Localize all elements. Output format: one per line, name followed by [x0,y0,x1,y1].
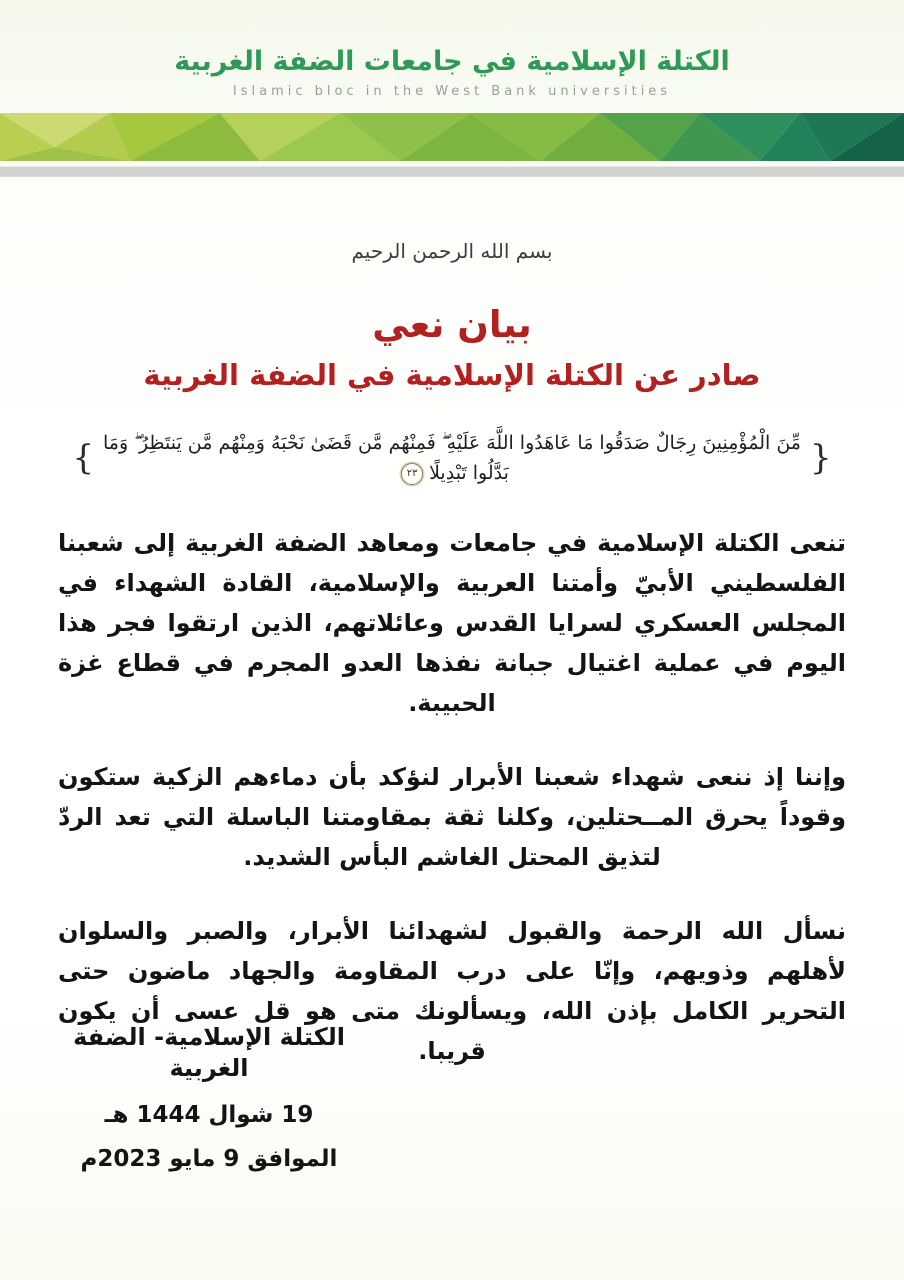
statement-body [0,239,904,1071]
verse-left-brace: { [72,438,94,479]
paragraph-obituary: تنعى الكتلة الإسلامية في جامعات ومعاهد الضفة الغربية إلى شعبنا الفلسطيني الأبيّ وأمتنا العربية والإسلامية، القادة الشهداء في المجلس العسكري لسرايا القدس وعائلاتهم، الذين ارتقوا فجر هذا اليوم في عملية اغتيال جبانة نفذها العدو المجرم في قطاع غزة الحبيبة. [58,528,846,717]
signature-date-gregorian: الموافق 9 مايو 2023م [80,1146,338,1173]
green-polygon-banner [0,113,904,161]
masthead [0,0,904,113]
signature-org: الكتلة الإسلامية- الضفة الغربية [73,1023,345,1083]
paragraph-resolve: وإننا إذ ننعى شهداء شعبنا الأبرار لنؤكد بأن دماءهم الزكية ستكون وقوداً يحرق المــحتلين، وكلنا ثقة بمقاومتنا الباسلة التي تعد الردّ لتذيق المحتل الغاشم البأس الشديد. [58,762,846,871]
ayah-number-badge: ٢٣ [401,463,423,485]
verse-text [102,428,802,489]
paragraph-prayer: نسأل الله الرحمة والقبول لشهدائنا الأبرار، والصبر والسلوان لأهلهم وذويهم، وإنّا على درب المقاومة والجهاد ماضون حتى التحرير الكامل بإذن الله، ويسألونك متى هو قل عسى أن يكون قريبا. [58,916,846,1065]
org-title-arabic: الكتلة الإسلامية في جامعات الضفة الغربية [174,46,730,77]
verse-words: مِّنَ الْمُؤْمِنِينَ رِجَالٌ صَدَقُوا مَا عَاهَدُوا اللَّهَ عَلَيْهِ ۖ فَمِنْهُم مَّن قَضَىٰ نَحْبَهُ وَمِنْهُم مَّن يَنتَظِرُ ۖ وَمَا بَدَّلُوا تَبْدِيلًا [103,432,801,485]
statement-subtitle: صادر عن الكتلة الإسلامية في الضفة الغربية [143,358,761,392]
statement-title: بيان نعي [372,303,532,346]
org-subtitle-english: Islamic bloc in the West Bank universities [232,84,672,99]
verse-right-brace: } [810,438,832,479]
signature-date-hijri: 19 شوال 1444 هـ [104,1102,314,1129]
basmala: بسم الله الرحمن الرحيم [351,239,553,263]
banner-mosaic-graphic [0,113,904,161]
signature-block [48,1022,370,1172]
divider-bar [0,166,904,177]
quran-verse [58,428,846,489]
